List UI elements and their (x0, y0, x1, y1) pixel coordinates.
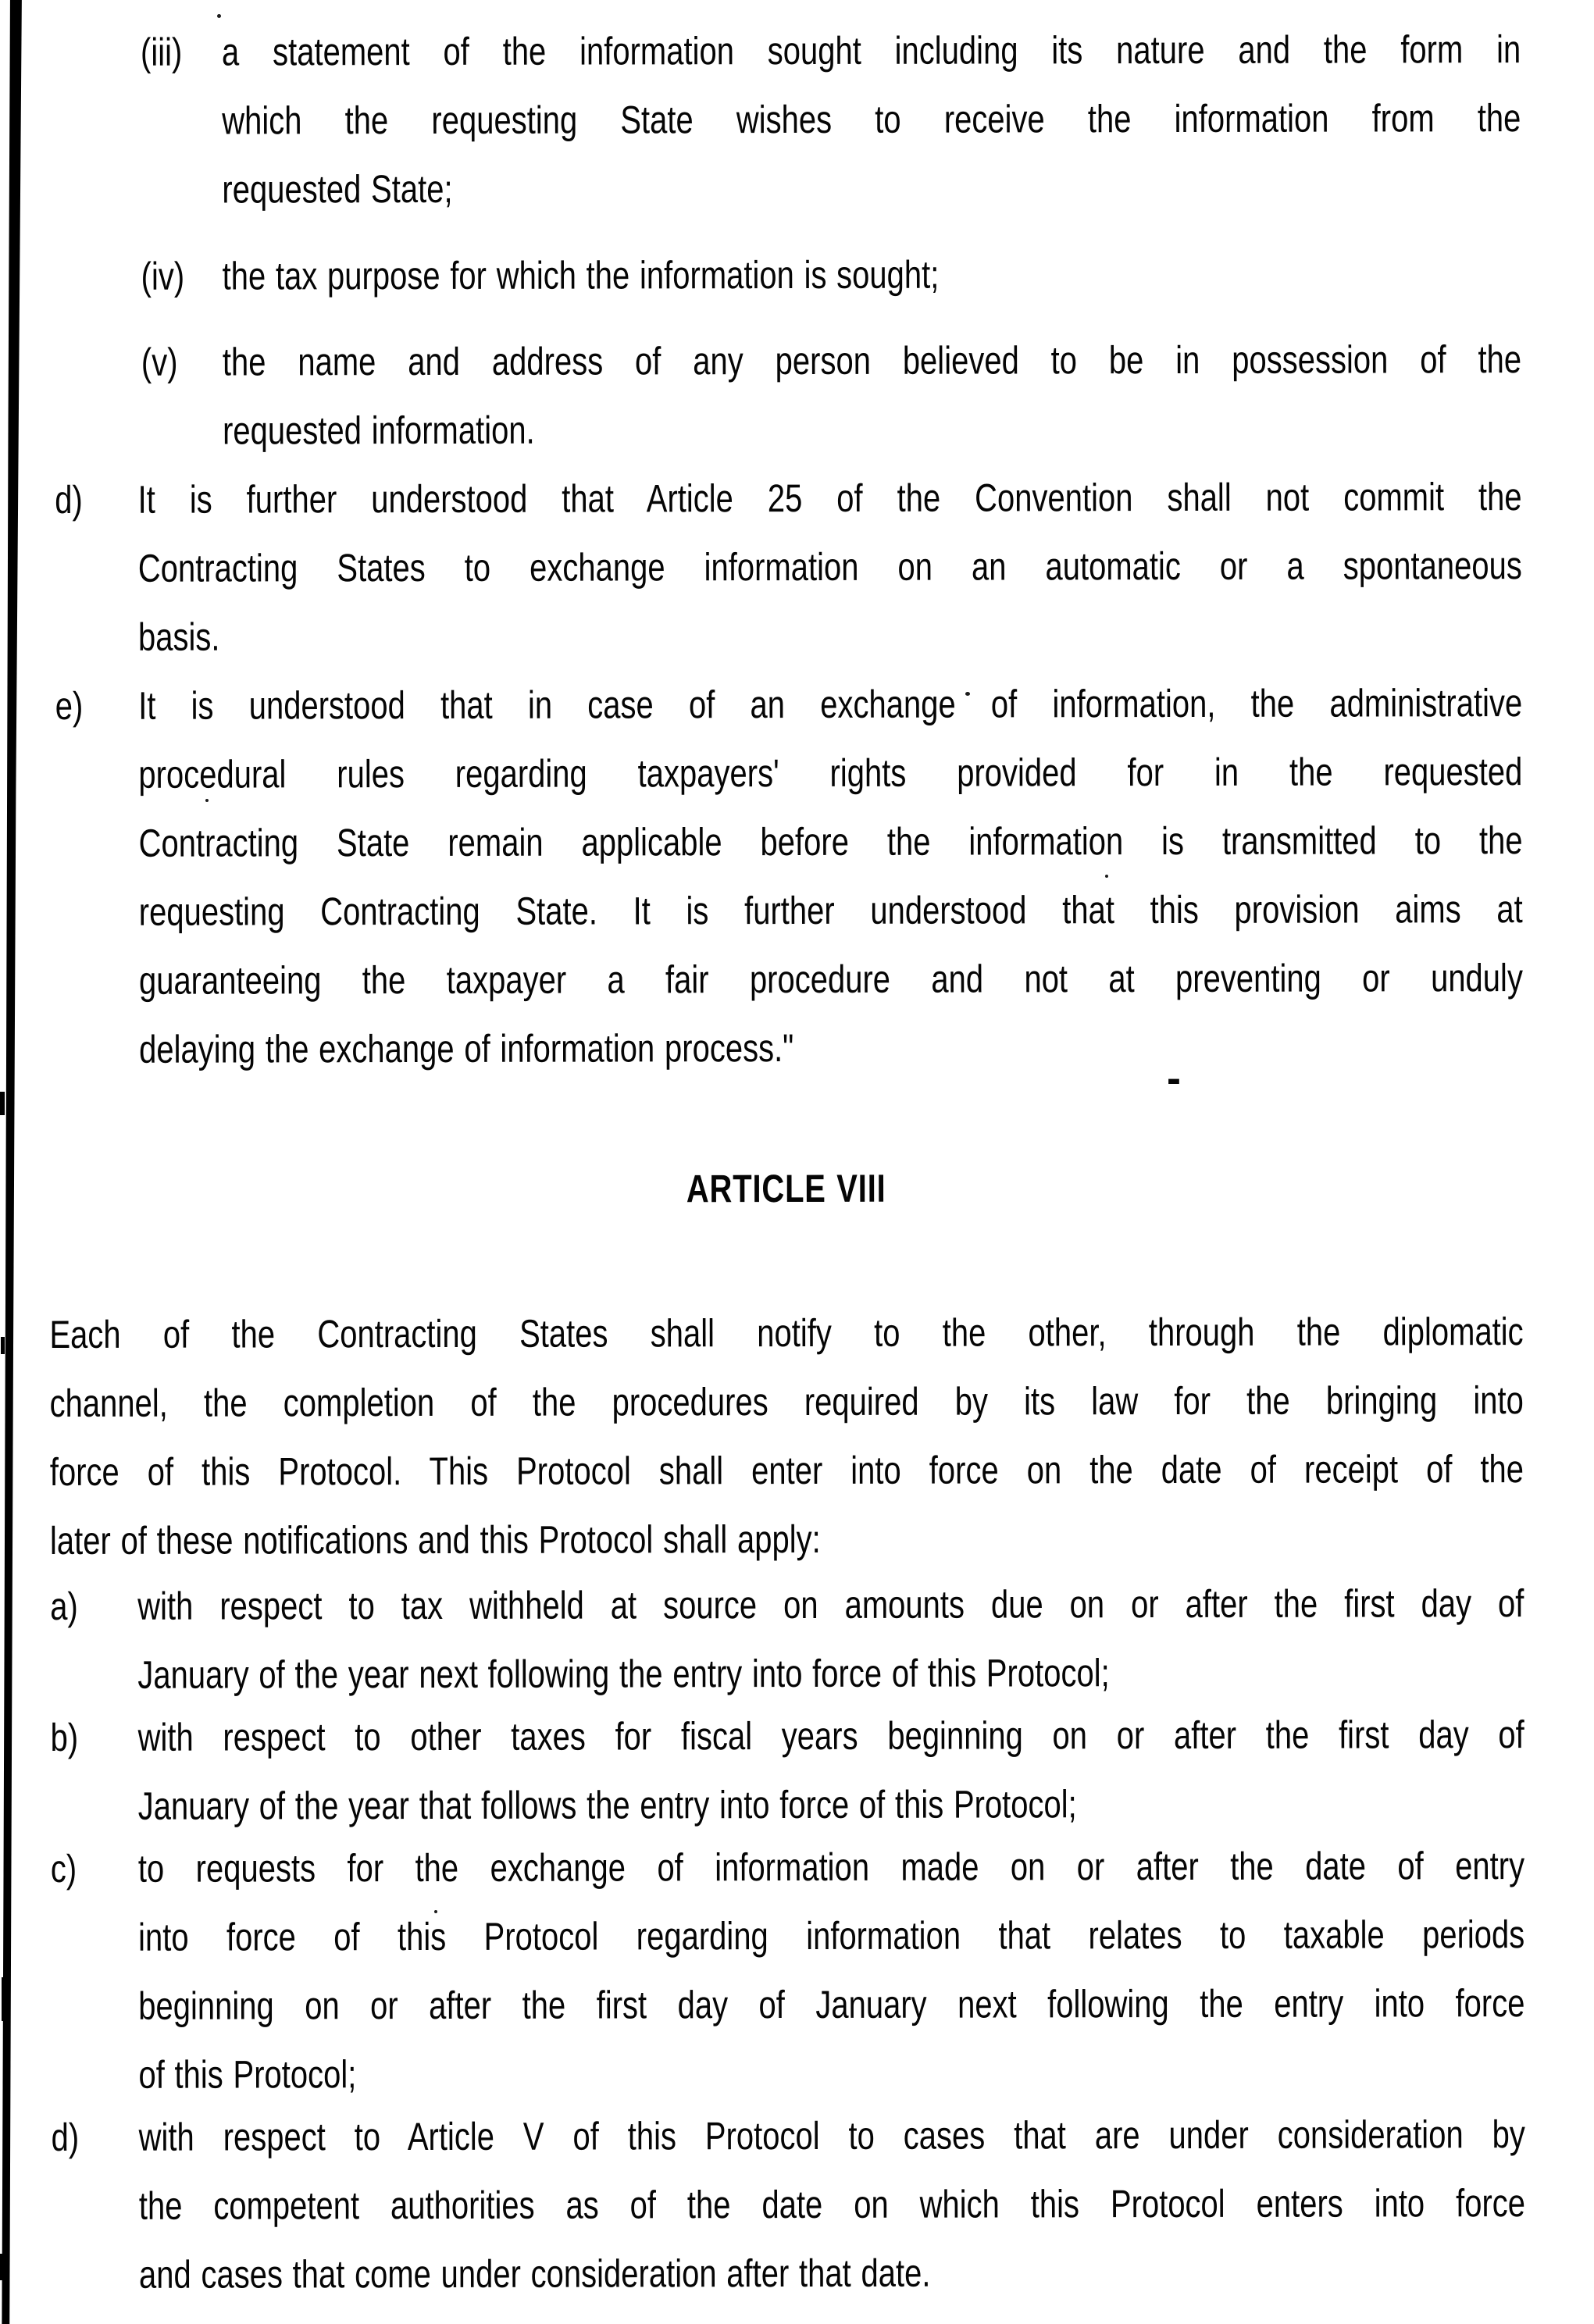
text-line: a statement of the information sought including its nature and the form in (221, 27, 1521, 74)
text-line: requesting Contracting State. It is further understood that this provision aims at (138, 887, 1523, 934)
list-item-d (52, 2100, 1594, 2309)
list-item-iii (141, 15, 1592, 224)
item-text (223, 239, 1521, 310)
item-label: e) (55, 683, 84, 728)
list-item-b (50, 1700, 1594, 1841)
list-item-iv (141, 239, 1592, 311)
item-text (138, 668, 1523, 1084)
item-label: b) (50, 1715, 79, 1760)
text-line: with respect to other taxes for fiscal years beginning on or after the first day of (137, 1713, 1524, 1759)
item-text (139, 2100, 1526, 2309)
text-line: with respect to Article V of this Protocol to cases that are under consideration by (138, 2112, 1525, 2159)
letter-list-upper (0, 462, 1594, 1084)
text-line: beginning on or after the first day of January next following the entry into force (138, 1981, 1525, 2028)
text-line: procedural rules regarding taxpayers' rights provided for in the requested (138, 750, 1523, 797)
document-body (0, 15, 1594, 2309)
list-item-e (55, 668, 1594, 1084)
text-line: delaying the exchange of information process." (139, 1026, 794, 1071)
item-label: d) (51, 2115, 80, 2160)
item-label: (iv) (141, 254, 185, 298)
text-line: with respect to tax withheld at source on amounts due on or after the first day of (137, 1581, 1524, 1628)
text-line: which the requesting State wishes to receive the information from the (222, 96, 1521, 143)
text-line: January of the year next following the entry into force of this Protocol; (137, 1651, 1110, 1697)
intro-paragraph-lines (49, 1297, 1524, 1575)
text-line: basis. (137, 615, 220, 659)
text-line: requested information. (222, 408, 535, 453)
intro-paragraph (49, 1297, 1594, 1575)
letter-list-lower (1, 1569, 1594, 2309)
text-line: channel, the completion of the procedures required by its law for the bringing into (49, 1378, 1524, 1426)
text-line: It is understood that in case of an exchange of information, the administrative (138, 681, 1523, 728)
text-line: It is further understood that Article 25 of the Convention shall not commit the (137, 475, 1522, 522)
stray-dash-artifact: - (1167, 1055, 1181, 1102)
text-line: force of this Protocol. This Protocol shall enter into force on the date of receipt of the (49, 1447, 1524, 1495)
item-label: (v) (141, 340, 178, 384)
item-label: (iii) (140, 30, 183, 74)
item-text (137, 1569, 1524, 1709)
list-item-a (50, 1569, 1594, 1709)
article-heading: ARTICLE VIII (686, 1166, 886, 1211)
item-text (137, 1700, 1524, 1841)
text-line: of this Protocol; (138, 2052, 357, 2097)
item-text (222, 15, 1521, 223)
list-item-d (55, 462, 1593, 672)
text-line: the tax purpose for which the information is sought; (222, 252, 940, 298)
text-line: and cases that come under consideration after that date. (138, 2251, 931, 2297)
text-line: Each of the Contracting States shall notify to the other, through the diplomatic (49, 1310, 1524, 1357)
text-line: requested State; (222, 166, 453, 212)
text-line: January of the year that follows the entry into force of this Protocol; (137, 1782, 1077, 1828)
roman-sublist (0, 15, 1592, 465)
item-label: c) (50, 1846, 77, 1891)
item-text (223, 325, 1522, 465)
item-text (138, 462, 1523, 672)
text-line: the competent authorities as of the date on which this Protocol enters into force (138, 2181, 1526, 2228)
item-text (138, 1831, 1525, 2109)
list-item-c (51, 1831, 1594, 2109)
item-label: d) (55, 477, 83, 522)
item-label: a) (50, 1584, 78, 1629)
text-line: the name and address of any person believed to be in possession of the (222, 337, 1522, 384)
text-line: into force of this Protocol regarding information that relates to taxable periods (138, 1912, 1525, 1959)
text-line: later of these notifications and this Protocol shall apply: (49, 1517, 821, 1563)
article-heading-row (49, 1153, 1594, 1224)
text-line: Contracting States to exchange information on an automatic or a spontaneous (137, 544, 1522, 590)
text-line: Contracting State remain applicable before the information is transmitted to the (138, 818, 1523, 865)
list-item-v (141, 325, 1592, 465)
text-line: guaranteeing the taxpayer a fair procedure and not at preventing or unduly (138, 956, 1523, 1003)
text-line: to requests for the exchange of information made on or after the date of entry (137, 1844, 1525, 1891)
